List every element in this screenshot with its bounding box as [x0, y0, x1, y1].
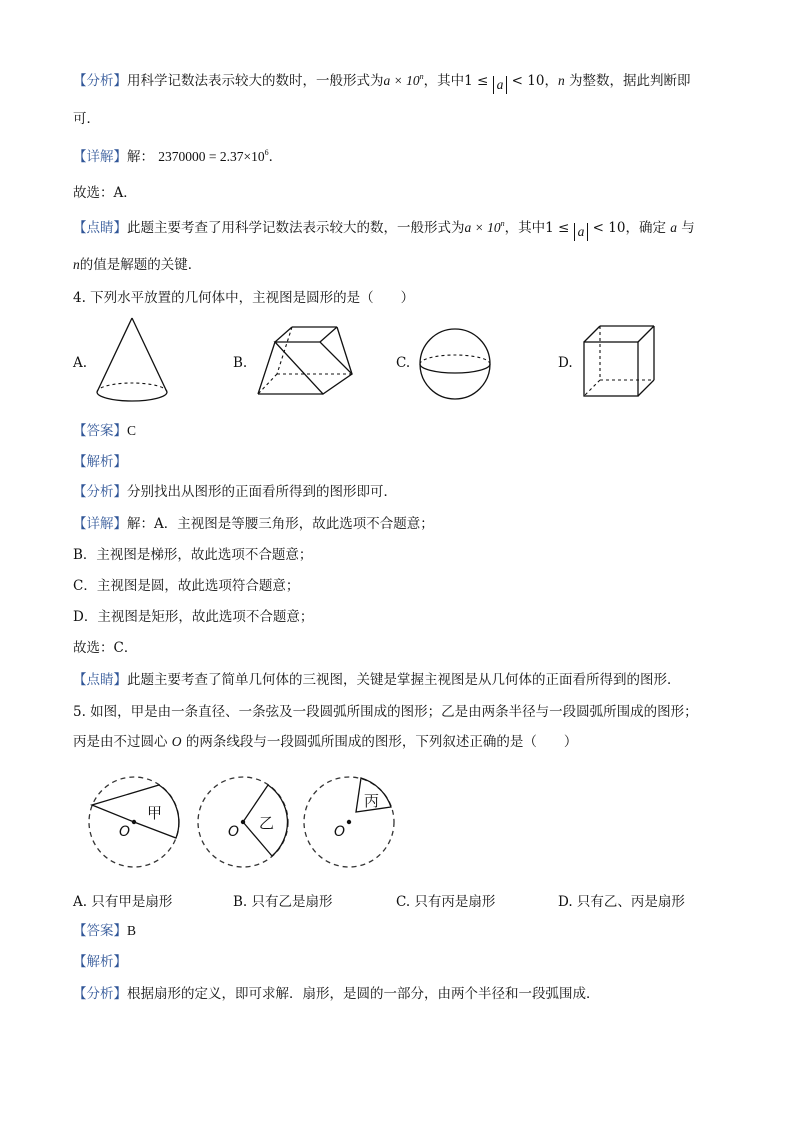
- q3-analysis: 【分析】用科学记数法表示较大的数时，一般形式为$a \times 10^n$，其中1 ≤ a < 10，n 为整数，据此判断即: [73, 72, 691, 92]
- q4-detail-c: C．主视图是圆，故此选项符合题意；: [73, 578, 300, 594]
- q5-option-b: B. 只有乙是扇形: [233, 894, 333, 910]
- cube-icon: [580, 322, 660, 402]
- q3-comment-cont: n的值是解题的关键．: [73, 257, 202, 273]
- q5-option-c: C. 只有丙是扇形: [396, 894, 496, 910]
- figure-bing: [301, 768, 399, 878]
- q4-option-a: A.: [73, 355, 88, 371]
- q3-comment: 【点睛】此题主要考查了用科学记数法表示较大的数，一般形式为$a \times 10^n$，其中1 ≤ a < 10，确定 a 与: [73, 219, 695, 239]
- figure-jia: [86, 768, 184, 878]
- q5-option-d: D. 只有乙、丙是扇形: [558, 894, 685, 910]
- figure-jia-center: O: [119, 824, 131, 840]
- q4-explain-tag: 【解析】: [73, 454, 127, 470]
- figure-yi-center: O: [228, 824, 240, 840]
- q4-answer: 【答案】C: [73, 423, 137, 439]
- q4-option-c: C.: [396, 355, 411, 371]
- q4-analysis: 【分析】分别找出从图形的正面看所得到的图形即可．: [73, 484, 397, 500]
- q4-detail-d: D．主视图是矩形，故此选项不合题意；: [73, 609, 314, 625]
- q3-detail: 【详解】解： $2370000 = 2.37\times 10^6$．: [73, 148, 283, 165]
- q4-option-d: D.: [558, 355, 573, 371]
- q4-choice: 故选：C．: [73, 640, 138, 656]
- q4-option-b: B.: [233, 355, 248, 371]
- figure-jia-label: 甲: [147, 804, 163, 822]
- q5-answer: 【答案】B: [73, 923, 137, 939]
- q4-detail: 【详解】解：A．主视图是等腰三角形，故此选项不合题意；: [73, 516, 434, 532]
- figure-bing-label: 丙: [364, 792, 380, 810]
- figure-yi: [195, 768, 293, 878]
- q3-choice: 故选：A．: [73, 185, 137, 201]
- q3-analysis-cont: 可．: [73, 111, 100, 127]
- q5-question: 5. 如图，甲是由一条直径、一条弦及一段圆弧所围成的图形；乙是由两条半径与一段圆弧所围成的图形；: [73, 704, 698, 720]
- figure-yi-label: 乙: [259, 814, 275, 832]
- q4-detail-b: B．主视图是梯形，故此选项不合题意；: [73, 547, 313, 563]
- q5-question-cont: 丙是由不过圆心 O 的两条线段与一段圆弧所围成的图形，下列叙述正确的是（ ）: [73, 734, 578, 750]
- q5-explain-tag: 【解析】: [73, 954, 127, 970]
- q5-analysis: 【分析】根据扇形的定义，即可求解．扇形，是圆的一部分，由两个半径和一段弧围成．: [73, 986, 600, 1002]
- q4-question: 4. 下列水平放置的几何体中，主视图是圆形的是（ ）: [73, 290, 415, 306]
- trapezoid-prism-icon: [255, 322, 360, 398]
- figure-bing-center: O: [334, 824, 346, 840]
- q5-option-a: A. 只有甲是扇形: [73, 894, 173, 910]
- cone-icon: [92, 314, 172, 408]
- q4-comment: 【点睛】此题主要考查了简单几何体的三视图，关键是掌握主视图是从几何体的正面看所得到的图形．: [73, 672, 681, 688]
- sphere-icon: [417, 326, 493, 402]
